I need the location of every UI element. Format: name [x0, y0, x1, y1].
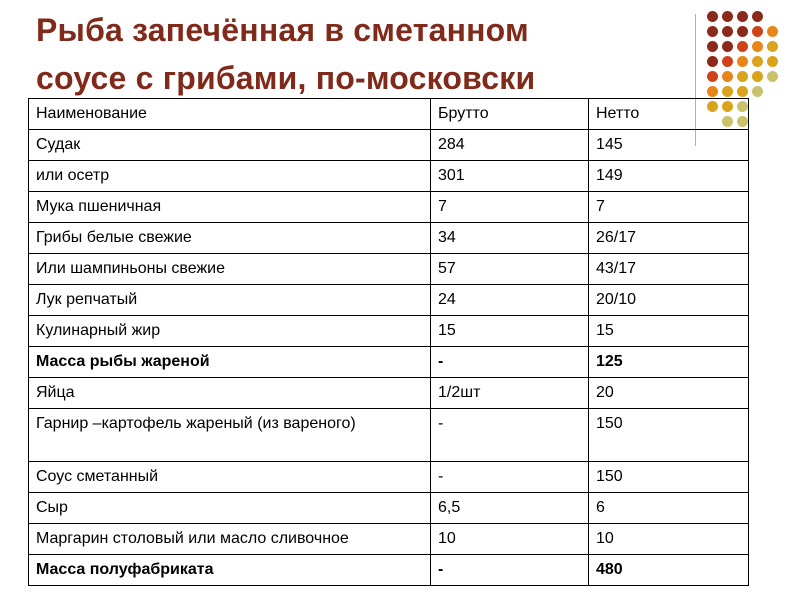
- decorative-dot: [707, 41, 718, 52]
- cell-gross: 1/2шт: [431, 378, 589, 409]
- cell-name: Яйца: [29, 378, 431, 409]
- cell-gross: 34: [431, 223, 589, 254]
- table-row-subtotal: [29, 347, 749, 378]
- decorative-dot: [707, 86, 718, 97]
- table-row: [29, 462, 749, 493]
- cell-net: 480: [589, 555, 749, 586]
- table-row: [29, 254, 749, 285]
- table-row: [29, 524, 749, 555]
- cell-name: Масса рыбы жареной: [29, 347, 431, 378]
- table-row: [29, 409, 749, 462]
- cell-gross: 10: [431, 524, 589, 555]
- cell-net: 149: [589, 161, 749, 192]
- cell-name: Кулинарный жир: [29, 316, 431, 347]
- cell-gross: 301: [431, 161, 589, 192]
- recipe-table: [28, 98, 749, 586]
- cell-gross: 284: [431, 130, 589, 161]
- header-net: Нетто: [589, 99, 749, 130]
- cell-net: 15: [589, 316, 749, 347]
- slide-title: [36, 6, 676, 102]
- table-row: [29, 223, 749, 254]
- table-row-total: [29, 555, 749, 586]
- table-row: [29, 316, 749, 347]
- decorative-dot: [737, 41, 748, 52]
- table-row: [29, 493, 749, 524]
- decorative-dot: [707, 71, 718, 82]
- decorative-dot: [722, 56, 733, 67]
- decorative-dot: [737, 11, 748, 22]
- cell-gross: -: [431, 347, 589, 378]
- decorative-dot: [722, 71, 733, 82]
- decorative-dot: [707, 56, 718, 67]
- cell-net: 10: [589, 524, 749, 555]
- header-gross: Брутто: [431, 99, 589, 130]
- cell-net: 6: [589, 493, 749, 524]
- decorative-dot: [737, 86, 748, 97]
- cell-net: 125: [589, 347, 749, 378]
- decorative-dot: [752, 41, 763, 52]
- decorative-dot: [722, 26, 733, 37]
- cell-gross: -: [431, 462, 589, 493]
- cell-gross: 15: [431, 316, 589, 347]
- cell-name: Масса полуфабриката: [29, 555, 431, 586]
- cell-gross: 6,5: [431, 493, 589, 524]
- cell-gross: 57: [431, 254, 589, 285]
- decorative-dot: [767, 56, 778, 67]
- cell-name: Грибы белые свежие: [29, 223, 431, 254]
- table-row: [29, 285, 749, 316]
- decorative-dot: [707, 26, 718, 37]
- slide-title-line-2: соусе с грибами, по-московски: [36, 60, 536, 96]
- cell-name: или осетр: [29, 161, 431, 192]
- decorative-dot: [722, 11, 733, 22]
- cell-name: Судак: [29, 130, 431, 161]
- cell-net: 20: [589, 378, 749, 409]
- decorative-dot: [767, 26, 778, 37]
- decorative-dot: [737, 71, 748, 82]
- cell-name: Соус сметанный: [29, 462, 431, 493]
- cell-name: Маргарин столовый или масло сливочное: [29, 524, 431, 555]
- table-row: [29, 161, 749, 192]
- decorative-dot: [722, 41, 733, 52]
- cell-gross: -: [431, 555, 589, 586]
- cell-gross: 24: [431, 285, 589, 316]
- decorative-dot: [707, 11, 718, 22]
- cell-name: Лук репчатый: [29, 285, 431, 316]
- cell-net: 26/17: [589, 223, 749, 254]
- cell-net: 20/10: [589, 285, 749, 316]
- cell-net: 145: [589, 130, 749, 161]
- cell-gross: 7: [431, 192, 589, 223]
- decorative-dot: [752, 71, 763, 82]
- decorative-dot: [752, 56, 763, 67]
- decorative-dot: [737, 56, 748, 67]
- decorative-dot: [767, 71, 778, 82]
- decorative-dot: [752, 11, 763, 22]
- table-row: [29, 130, 749, 161]
- table-row: [29, 192, 749, 223]
- cell-net: 43/17: [589, 254, 749, 285]
- header-name: Наименование: [29, 99, 431, 130]
- cell-name: Гарнир –картофель жареный (из вареного): [29, 409, 431, 462]
- decorative-dot: [752, 86, 763, 97]
- slide-title-line-1: Рыба запечённая в сметанном: [36, 12, 529, 48]
- table-row: [29, 378, 749, 409]
- cell-net: 150: [589, 409, 749, 462]
- cell-gross: -: [431, 409, 589, 462]
- table-header-row: [29, 99, 749, 130]
- cell-name: Мука пшеничная: [29, 192, 431, 223]
- decorative-dot: [722, 86, 733, 97]
- cell-name: Сыр: [29, 493, 431, 524]
- decorative-dot: [752, 26, 763, 37]
- cell-net: 7: [589, 192, 749, 223]
- decorative-dot: [767, 41, 778, 52]
- cell-net: 150: [589, 462, 749, 493]
- cell-name: Или шампиньоны свежие: [29, 254, 431, 285]
- decorative-dot: [737, 26, 748, 37]
